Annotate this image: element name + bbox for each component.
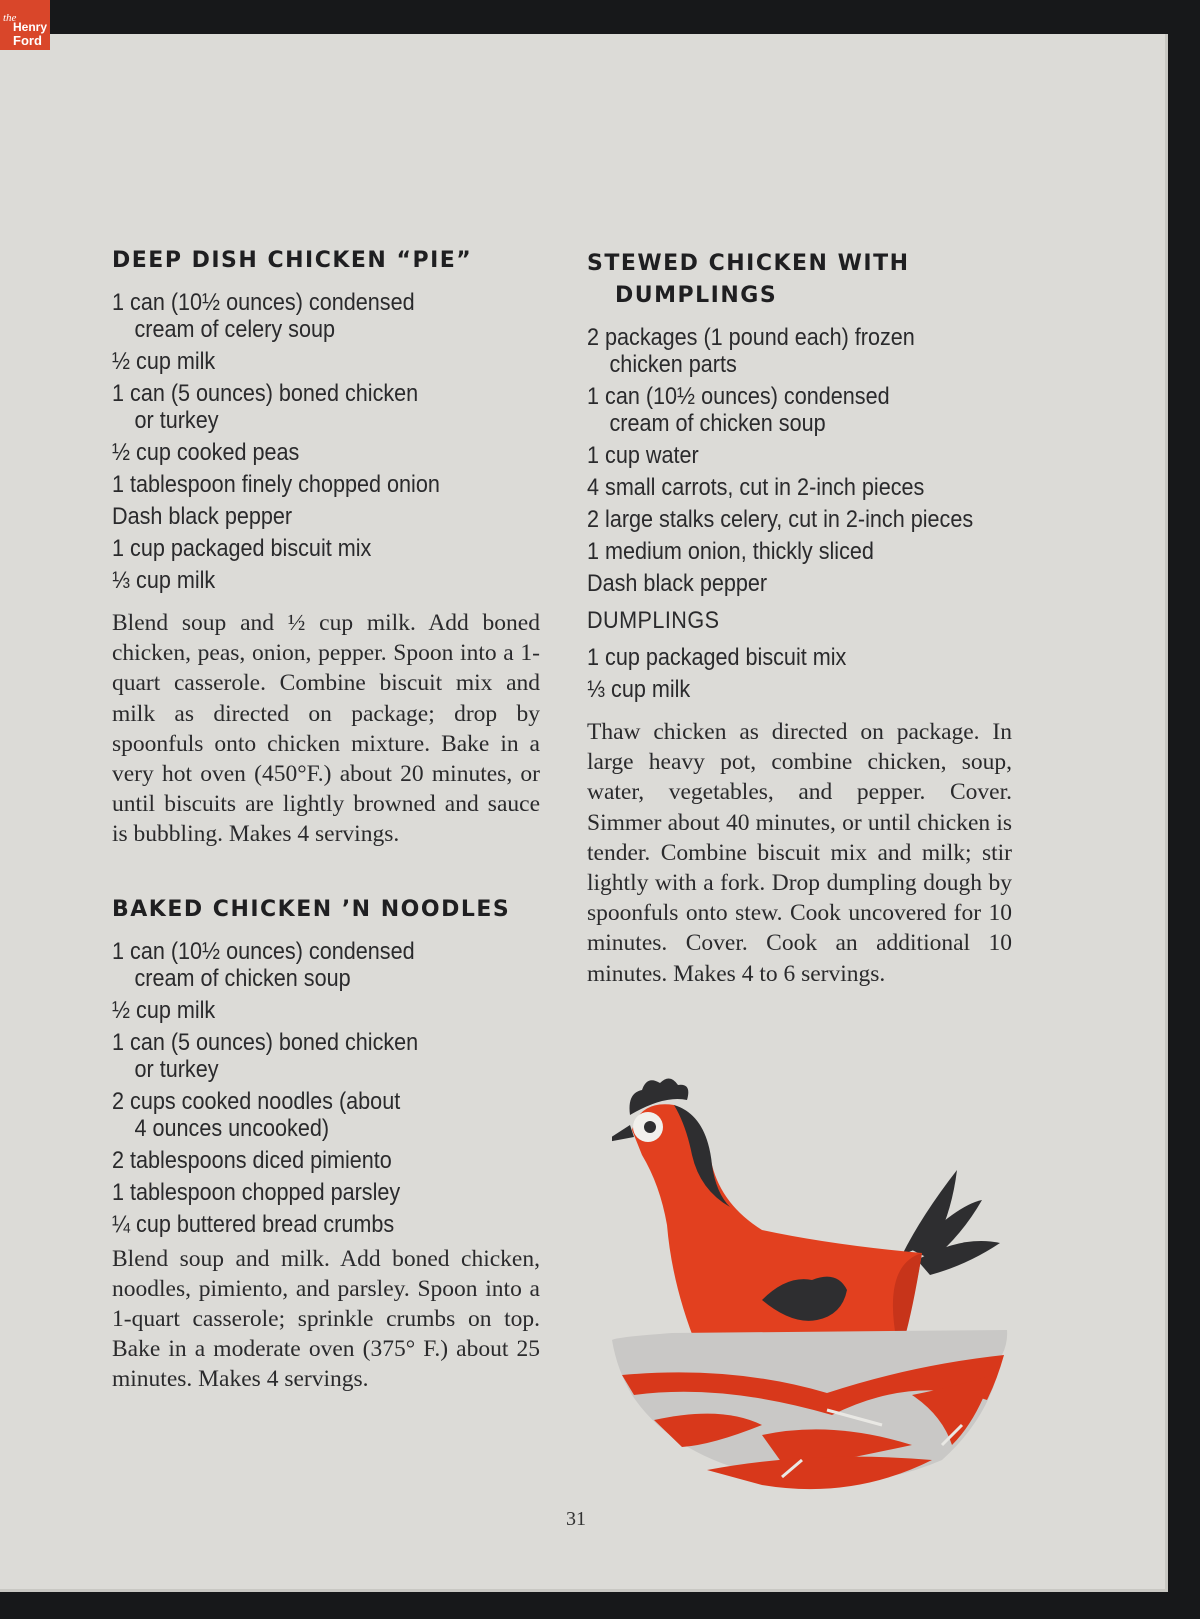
recipe-title-line-1: STEWED CHICKEN WITH [587, 251, 910, 276]
recipe-stewed-chicken-dumplings [587, 248, 1012, 989]
ingredient-list [587, 324, 1012, 597]
recipe-directions: Blend soup and milk. Add boned chicken, noodles, pimiento, and parsley. Spoon into a 1-quart casserole; sprinkle crumbs on top. Bake in a moderate oven (375° F.) about 25 minutes. Makes 4 servings. [112, 1245, 540, 1393]
hen-beak [612, 1125, 634, 1143]
ingredient-item: 1 can (5 ounces) boned chicken or turkey [112, 380, 419, 434]
logo-the: the [3, 12, 17, 24]
ingredient-item: 1 tablespoon chopped parsley [112, 1178, 401, 1206]
ingredient-item: 1 can (10½ ounces) condensed cream of celery soup [112, 289, 415, 343]
recipe-deep-dish-chicken-pie [112, 245, 540, 850]
recipe-directions: Thaw chicken as directed on package. In large heavy pot, combine chicken, soup, water, vegetables, and pepper. Cover. Simmer about 40 minutes, or until chicken is tender. Combine biscuit mix and milk; stir lightly with a fork. Drop dumpling dough by spoonfuls onto stew. Cook uncovered for 10 minutes. Cover. Cook an additional 10 minutes. Makes 4 to 6 servings. [587, 719, 1012, 987]
recipe-directions: Blend soup and ½ cup milk. Add boned chicken, peas, onion, pepper. Spoon into a 1-quart casserole. Combine biscuit mix and milk as directed on package; drop by spoonfuls onto chicken mixture. Bake in a very hot oven (450°F.) about 20 minutes, or until biscuits are lightly browned and sauce is bubbling. Makes 4 servings. [112, 610, 540, 848]
ingredient-item: 1 can (10½ ounces) condensed cream of chicken soup [587, 383, 890, 437]
ingredient-list [112, 938, 540, 1238]
ingredient-list [112, 289, 540, 594]
logo-henry: Henry [13, 20, 48, 34]
ingredient-item: Dash black pepper [587, 570, 768, 597]
hen-on-nest-icon [612, 1075, 1042, 1515]
ingredient-item: ⅓ cup milk [112, 567, 216, 594]
recipe-baked-chicken-noodles [112, 894, 540, 1395]
recipe-title [587, 248, 1012, 312]
ingredient-item: 2 cups cooked noodles (about 4 ounces uncooked) [112, 1087, 401, 1142]
ingredient-item: ½ cup cooked peas [112, 439, 300, 466]
ingredient-item: 4 small carrots, cut in 2-inch pieces [587, 474, 925, 501]
ingredient-item: 2 tablespoons diced pimiento [112, 1146, 392, 1174]
ingredient-item: 1 can (10½ ounces) condensed cream of chicken soup [112, 937, 415, 992]
ingredient-item: ½ cup milk [112, 996, 216, 1024]
right-column [587, 248, 1012, 989]
ingredient-item: Dash black pepper [112, 503, 293, 530]
hen-pupil [644, 1121, 656, 1133]
left-column [112, 245, 540, 1395]
recipe-title: BAKED CHICKEN ’N NOODLES [112, 896, 511, 922]
dumplings-subheading: DUMPLINGS [587, 607, 720, 634]
ingredient-item: ½ cup milk [112, 348, 216, 375]
ingredient-item: ¼ cup buttered bread crumbs [112, 1210, 395, 1238]
dumplings-ingredient-list [587, 644, 1012, 703]
ingredient-item: 1 medium onion, thickly sliced [587, 538, 874, 565]
ingredient-item: 1 cup packaged biscuit mix [112, 535, 372, 562]
ingredient-item: 2 packages (1 pound each) frozen chicken parts [587, 324, 915, 378]
page-number: 31 [566, 1508, 586, 1530]
ingredient-item: 1 cup water [587, 442, 699, 469]
ingredient-item: 1 can (5 ounces) boned chicken or turkey [112, 1028, 419, 1083]
henry-ford-logo[interactable] [0, 0, 50, 50]
logo-ford: Ford [13, 33, 42, 48]
ingredient-item: 1 cup packaged biscuit mix [587, 644, 847, 671]
ingredient-item: 1 tablespoon finely chopped onion [112, 471, 440, 498]
recipe-title: DEEP DISH CHICKEN “PIE” [112, 248, 473, 273]
ingredient-item: 2 large stalks celery, cut in 2-inch pieces [587, 506, 974, 533]
recipe-title-line-2: DUMPLINGS [615, 283, 778, 308]
ingredient-item: ⅓ cup milk [587, 676, 691, 703]
